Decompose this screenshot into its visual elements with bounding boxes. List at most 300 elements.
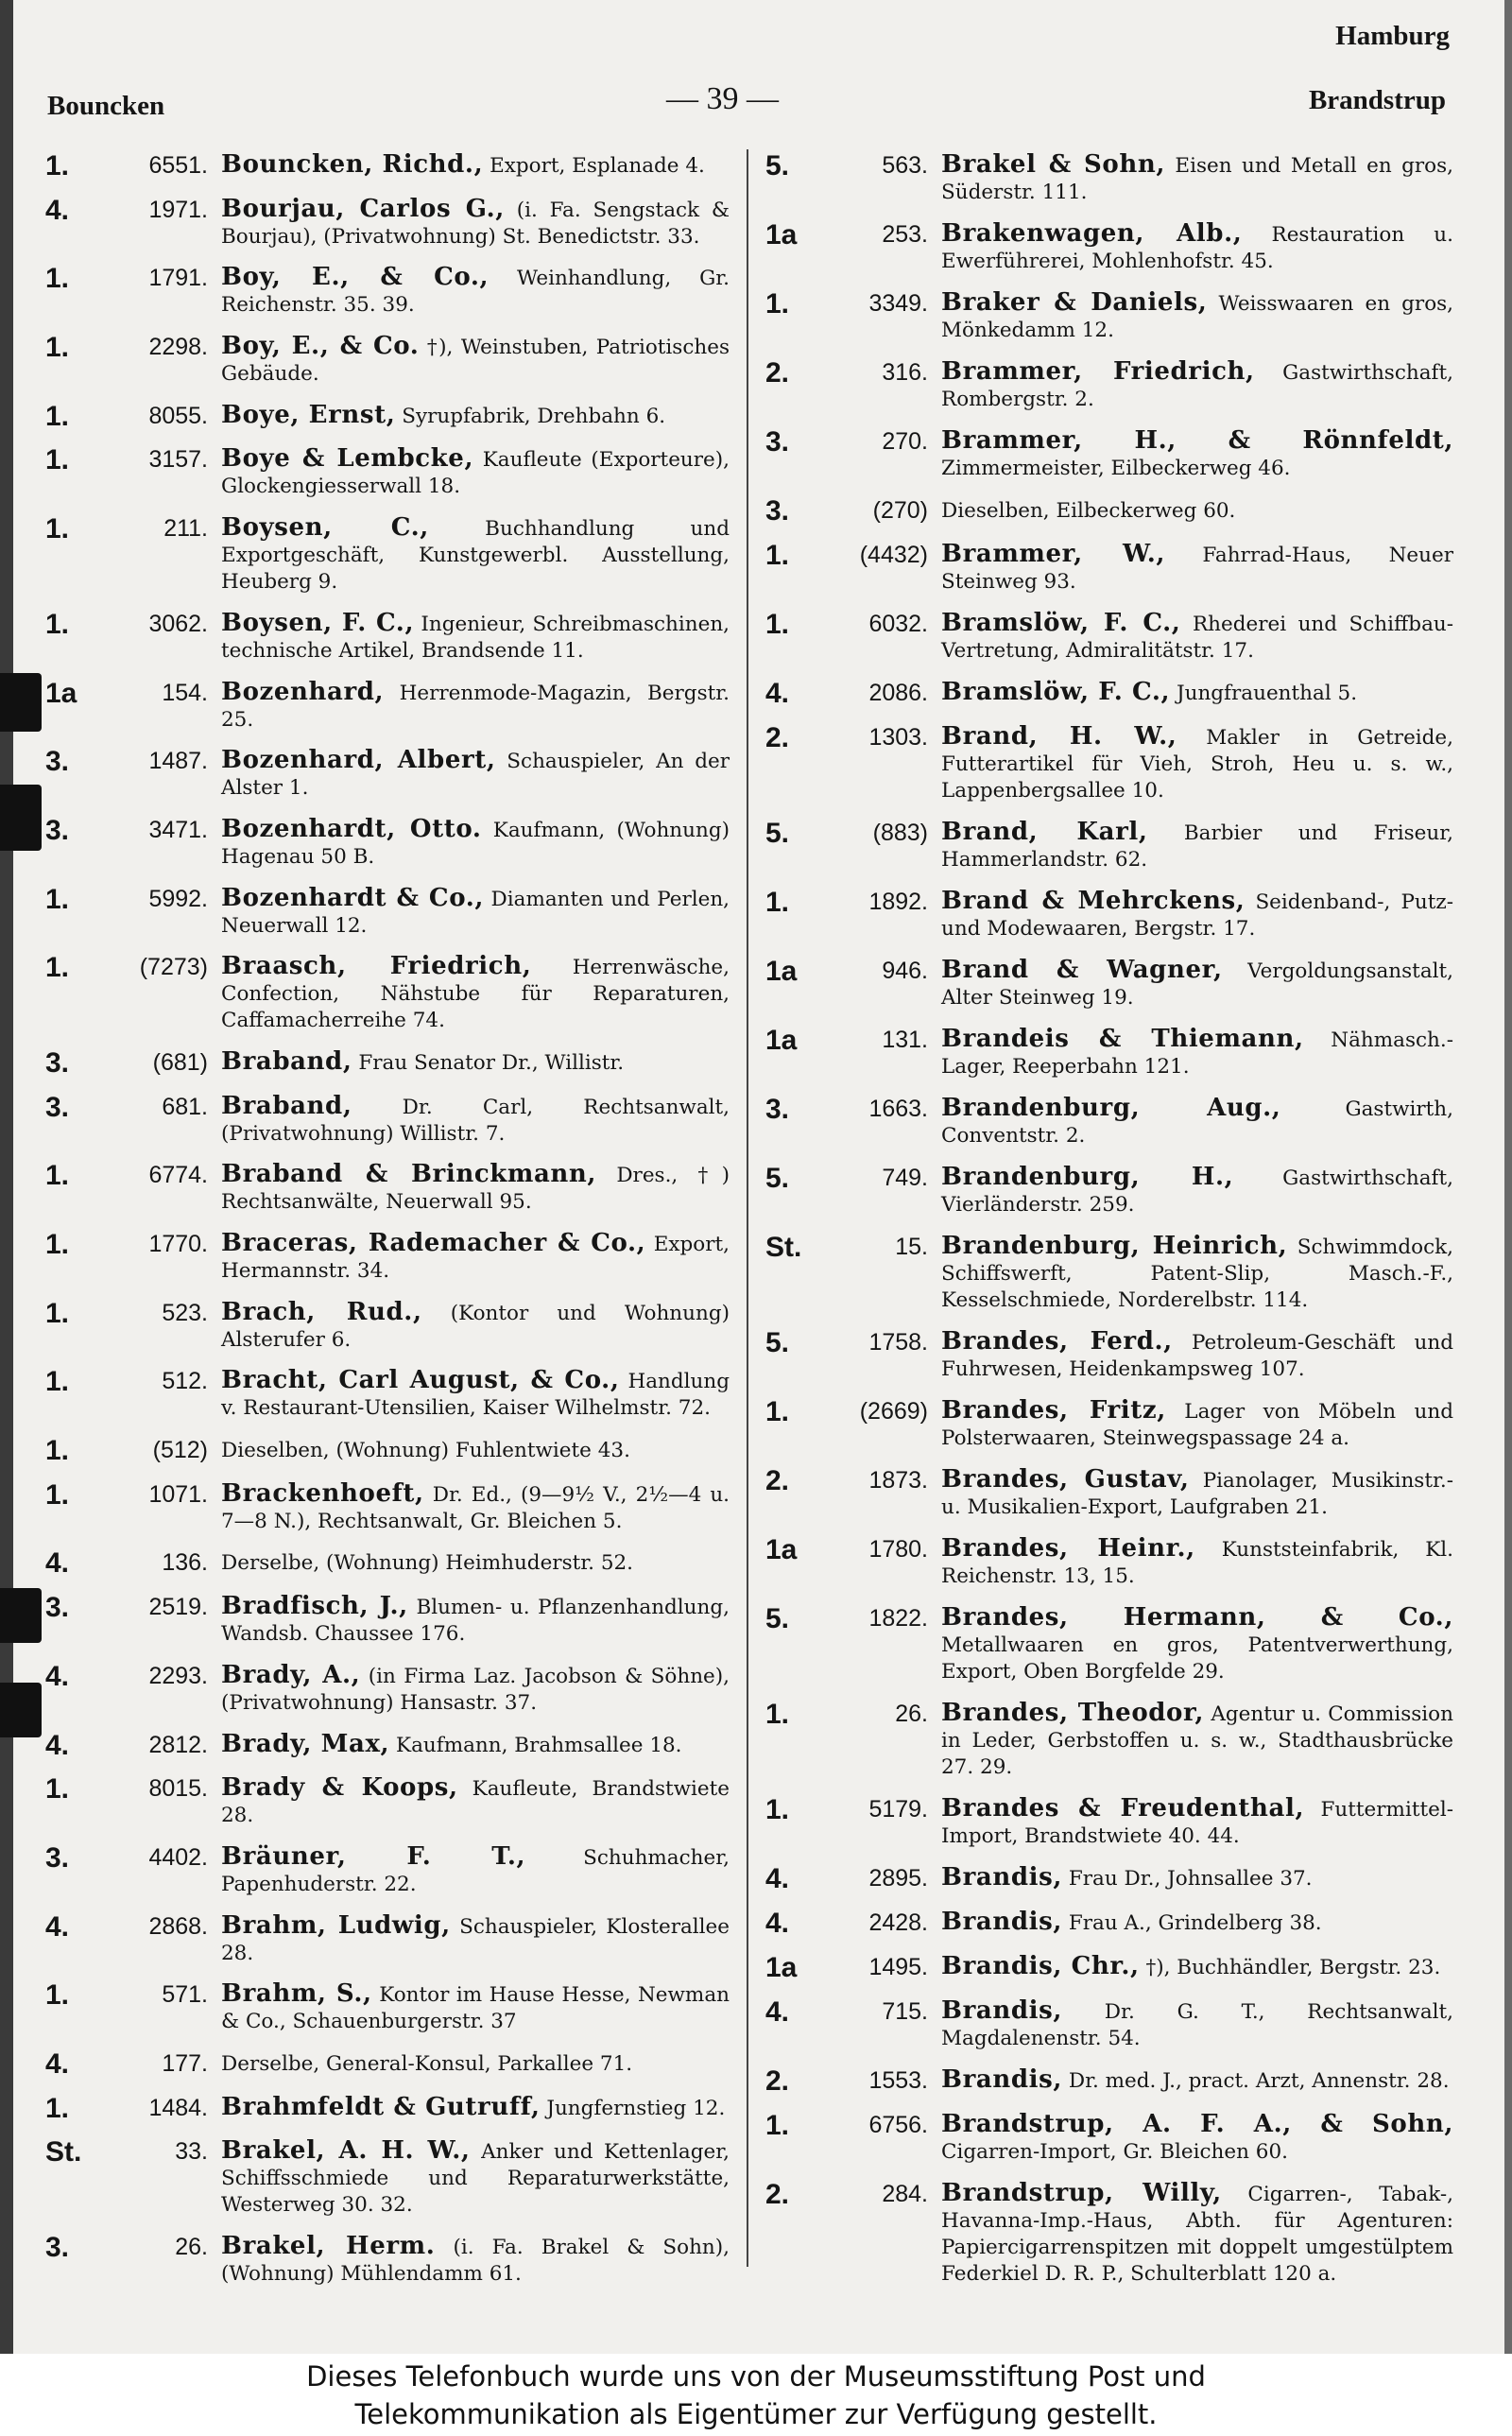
directory-entry bbox=[765, 289, 1453, 344]
phone-number: 2868. bbox=[148, 1912, 208, 1940]
entry-details: Gastwirth, Conventstr. 2. bbox=[941, 1097, 1453, 1148]
phone-number: 1873. bbox=[868, 1467, 928, 1494]
binding-edge bbox=[0, 0, 13, 2354]
entry-details: Kaufleute, Brandstwiete 28. bbox=[221, 1777, 730, 1828]
phone-number: 1487. bbox=[148, 748, 208, 775]
subscriber-name: Brandes, Heinr., bbox=[941, 1534, 1195, 1563]
directory-entry bbox=[765, 496, 1453, 527]
exchange-code: 1a bbox=[765, 1025, 798, 1056]
subscriber-name: Brandes, Theodor, bbox=[941, 1699, 1205, 1727]
entry-details: Jungfernstieg 12. bbox=[546, 2096, 726, 2120]
subscriber-name: Bräuner, F. T., bbox=[221, 1841, 526, 1871]
header-left-keyword: Bouncken bbox=[47, 91, 165, 121]
phone-number: (2669) bbox=[859, 1398, 928, 1425]
directory-entry bbox=[765, 2111, 1453, 2166]
exchange-code: 1. bbox=[45, 1979, 70, 2012]
exchange-code: 4. bbox=[45, 1660, 70, 1692]
directory-entry bbox=[45, 1731, 730, 1761]
phone-number: 1495. bbox=[868, 1954, 928, 1980]
exchange-code: 3. bbox=[765, 495, 790, 527]
entry-details: Barbier und Friseur, Hammerlandstr. 62. bbox=[941, 821, 1453, 872]
subscriber-name: Brahm, Ludwig, bbox=[221, 1910, 451, 1940]
entry-details: Herrenmode-Magazin, Bergstr. 25. bbox=[221, 681, 730, 732]
entry-details: Zimmermeister, Eilbeckerweg 46. bbox=[941, 457, 1291, 480]
directory-entry bbox=[45, 333, 730, 388]
phone-number: 8015. bbox=[148, 1775, 208, 1803]
exchange-code: 1. bbox=[45, 400, 70, 432]
exchange-code: 1. bbox=[765, 288, 790, 320]
exchange-code: 3. bbox=[765, 426, 790, 458]
subscriber-name: Brandes, Fritz, bbox=[941, 1396, 1166, 1425]
entry-details: Buchhandlung und Exportgeschäft, Kunstgewerbl. Ausstellung, Heuberg 9. bbox=[221, 517, 730, 595]
exchange-code: 1a bbox=[765, 1534, 798, 1565]
directory-entry bbox=[45, 1480, 730, 1535]
subscriber-name: Bradfisch, J., bbox=[221, 1592, 408, 1621]
exchange-code: 1. bbox=[45, 2092, 70, 2124]
subscriber-name: Brand, H. W., bbox=[941, 722, 1177, 751]
phone-number: 6756. bbox=[868, 2112, 928, 2138]
exchange-code: 1. bbox=[765, 2110, 790, 2141]
exchange-code: 3. bbox=[45, 1592, 70, 1624]
entry-details: Kunststeinfabrik, Kl. Reichenstr. 13, 15. bbox=[941, 1538, 1453, 1588]
subscriber-name: Brandstrup, A. F. A., & Sohn, bbox=[941, 2110, 1453, 2138]
entry-details: Dieselben, Eilbeckerweg 60. bbox=[941, 499, 1236, 523]
exchange-code: 1. bbox=[45, 444, 70, 476]
phone-number: 2895. bbox=[868, 1865, 928, 1892]
entry-details: Ingenieur, Schreibmaschinen, technische Artikel, Brandsende 11. bbox=[221, 612, 730, 663]
exchange-code: 1. bbox=[45, 150, 70, 181]
directory-entry bbox=[765, 723, 1453, 804]
exchange-code: 3. bbox=[45, 2232, 70, 2263]
subscriber-name: Brandes, Hermann, & Co., bbox=[941, 1603, 1453, 1632]
entry-details: Schuhmacher, Papenhuderstr. 22. bbox=[221, 1845, 730, 1896]
entry-details: Weisswaaren en gros, Mönkedamm 12. bbox=[941, 292, 1454, 342]
entry-details: Seidenband-, Putz- und Modewaaren, Bergstr. 17. bbox=[941, 890, 1453, 941]
entry-details: Gastwirthschaft, Rombergstr. 2. bbox=[941, 361, 1453, 411]
subscriber-name: Brandis, bbox=[941, 2065, 1062, 2094]
exchange-code: 3. bbox=[45, 1091, 70, 1123]
subscriber-name: Brammer, Friedrich, bbox=[941, 357, 1255, 386]
exchange-code: 1. bbox=[45, 332, 70, 364]
phone-number: 1780. bbox=[868, 1536, 928, 1563]
phone-number: 270. bbox=[882, 428, 928, 455]
left-column bbox=[45, 151, 730, 2288]
exchange-code: 1. bbox=[45, 1160, 70, 1192]
phone-number: 6774. bbox=[148, 1162, 208, 1189]
exchange-code: 4. bbox=[45, 2047, 70, 2080]
exchange-code: 1. bbox=[45, 513, 70, 545]
directory-entry bbox=[45, 1299, 730, 1354]
entry-details: Derselbe, (Wohnung) Heimhuderstr. 52. bbox=[221, 1551, 634, 1576]
phone-number: 749. bbox=[882, 1165, 928, 1191]
phone-number: 2812. bbox=[148, 1731, 208, 1758]
directory-entry bbox=[45, 610, 730, 665]
exchange-code: 2. bbox=[765, 2065, 790, 2097]
entry-details: Frau Dr., Johnsallee 37. bbox=[1068, 1867, 1313, 1891]
phone-number: 2298. bbox=[148, 334, 208, 361]
exchange-code: 1a bbox=[765, 956, 798, 987]
subscriber-name: Braband, bbox=[221, 1046, 352, 1076]
directory-entry bbox=[45, 1912, 730, 1967]
exchange-code: 4. bbox=[45, 1910, 70, 1943]
subscriber-name: Brand, Karl, bbox=[941, 818, 1148, 846]
phone-number: 26. bbox=[895, 1701, 928, 1727]
phone-number: 1822. bbox=[868, 1605, 928, 1632]
exchange-code: 1. bbox=[45, 1297, 70, 1329]
entry-details: Dr. med. J., pract. Arzt, Annenstr. 28. bbox=[1068, 2069, 1450, 2093]
phone-number: 2086. bbox=[868, 680, 928, 706]
thumb-index-tab bbox=[0, 1683, 42, 1737]
exchange-code: 1a bbox=[45, 677, 77, 709]
directory-entry bbox=[765, 1466, 1453, 1521]
subscriber-name: Brahm, S., bbox=[221, 1979, 372, 2009]
exchange-code: 1. bbox=[765, 887, 790, 918]
phone-number: (270) bbox=[872, 497, 928, 524]
exchange-code: 4. bbox=[765, 678, 790, 709]
directory-entry bbox=[765, 151, 1453, 206]
exchange-code: 1. bbox=[765, 609, 790, 640]
directory-entry bbox=[45, 514, 730, 596]
directory-entry bbox=[45, 1843, 730, 1898]
entry-details: Schauspieler, Klosterallee 28. bbox=[221, 1914, 730, 1965]
directory-entry bbox=[45, 1048, 730, 1079]
directory-entry bbox=[45, 151, 730, 181]
exchange-code: 1. bbox=[45, 883, 70, 915]
entry-details: Makler in Getreide, Futterartikel für Vieh, Stroh, Heu u. s. w., Lappenbergsallee 10. bbox=[941, 726, 1453, 803]
exchange-code: 1. bbox=[45, 1366, 70, 1398]
phone-number: 1770. bbox=[148, 1231, 208, 1257]
phone-number: 4402. bbox=[148, 1843, 208, 1871]
subscriber-name: Brandenburg, Aug., bbox=[941, 1094, 1281, 1122]
directory-entry bbox=[45, 1548, 730, 1579]
directory-entry bbox=[765, 541, 1453, 596]
exchange-code: 1. bbox=[765, 1396, 790, 1427]
subscriber-name: Bozenhardt, Otto. bbox=[221, 814, 482, 843]
entry-details: Blumen- u. Pflanzenhandlung, Wandsb. Chaussee 176. bbox=[221, 1596, 730, 1647]
exchange-code: 3. bbox=[765, 1094, 790, 1125]
exchange-code: 1. bbox=[45, 952, 70, 984]
phone-number: (883) bbox=[872, 820, 928, 846]
phone-number: 136. bbox=[162, 1549, 208, 1577]
subscriber-name: Bozenhard, Albert, bbox=[221, 746, 496, 775]
phone-number: (4432) bbox=[859, 542, 928, 568]
subscriber-name: Brandeis & Thiemann, bbox=[941, 1025, 1304, 1053]
directory-entry bbox=[45, 2094, 730, 2124]
phone-number: 15. bbox=[895, 1234, 928, 1260]
phone-number: 211. bbox=[163, 515, 208, 543]
phone-number: (7273) bbox=[139, 954, 208, 981]
directory-entry bbox=[765, 1535, 1453, 1590]
subscriber-name: Braceras, Rademacher & Co., bbox=[221, 1229, 646, 1257]
entry-details: Restauration u. Ewerführerei, Mohlenhofstr. 45. bbox=[941, 223, 1453, 273]
directory-entry bbox=[45, 445, 730, 500]
subscriber-name: Bouncken, Richd., bbox=[221, 150, 484, 179]
subscriber-name: Bozenhardt & Co., bbox=[221, 883, 484, 912]
directory-entry bbox=[765, 1909, 1453, 1939]
phone-number: 3157. bbox=[148, 446, 208, 474]
directory-entry bbox=[765, 1997, 1453, 2052]
directory-entry bbox=[45, 402, 730, 432]
directory-entry bbox=[45, 264, 730, 319]
phone-number: 1791. bbox=[148, 265, 208, 292]
phone-number: 3062. bbox=[148, 610, 208, 637]
subscriber-name: Boye, Ernst, bbox=[221, 400, 396, 429]
subscriber-name: Boye & Lembcke, bbox=[221, 444, 474, 474]
directory-entry bbox=[765, 1026, 1453, 1080]
subscriber-name: Brakel, A. H. W., bbox=[221, 2136, 471, 2166]
entry-details: Dr. Ed., (9—9½ V., 2½—4 u. 7—8 N.), Rechtsanwalt, Gr. Bleichen 5. bbox=[221, 1482, 730, 1533]
right-column bbox=[765, 151, 1453, 2288]
subscriber-name: Brammer, W., bbox=[941, 540, 1166, 568]
directory-entry bbox=[765, 1164, 1453, 1218]
directory-entry bbox=[765, 1864, 1453, 1894]
entry-details: Nähmasch.-Lager, Reeperbahn 121. bbox=[941, 1028, 1453, 1079]
subscriber-name: Brandis, Chr., bbox=[941, 1952, 1140, 1980]
phone-number: 1303. bbox=[868, 724, 928, 751]
entry-details: Schwimmdock, Schiffswerft, Patent-Slip, Masch.-F., Kesselschmiede, Norderelbstr. 114. bbox=[941, 1235, 1453, 1312]
exchange-code: 4. bbox=[45, 194, 70, 226]
phone-number: 3349. bbox=[868, 290, 928, 317]
directory-entry bbox=[765, 2180, 1453, 2288]
subscriber-name: Bramslöw, F. C., bbox=[941, 678, 1171, 706]
directory-entry bbox=[765, 957, 1453, 1011]
subscriber-name: Brakel, Herm. bbox=[221, 2232, 436, 2260]
exchange-code: 3. bbox=[45, 814, 70, 846]
entry-details: Vergoldungsanstalt, Alter Steinweg 19. bbox=[941, 959, 1453, 1010]
phone-number: 316. bbox=[882, 359, 928, 386]
exchange-code: 3. bbox=[45, 1841, 70, 1874]
entry-details: Metallwaaren en gros, Patentverwerthung, Export, Oben Borgfelde 29. bbox=[941, 1633, 1453, 1684]
exchange-code: 1. bbox=[45, 1773, 70, 1805]
phone-number: 1758. bbox=[868, 1329, 928, 1356]
entry-details: (Kontor und Wohnung) Alsterufer 6. bbox=[221, 1301, 730, 1352]
subscriber-name: Bramslöw, F. C., bbox=[941, 609, 1181, 637]
subscriber-name: Brandis, bbox=[941, 1863, 1062, 1892]
entry-details: Diamanten und Perlen, Neuerwall 12. bbox=[221, 887, 730, 938]
phone-number: (681) bbox=[152, 1048, 208, 1076]
phone-number: 177. bbox=[162, 2049, 208, 2077]
phone-number: 131. bbox=[882, 1027, 928, 1053]
exchange-code: 3. bbox=[45, 746, 70, 778]
directory-entry bbox=[765, 888, 1453, 942]
directory-entry bbox=[45, 1662, 730, 1717]
phone-number: 946. bbox=[882, 958, 928, 984]
subscriber-name: Brady, Max, bbox=[221, 1729, 390, 1758]
entry-details: Dieselben, (Wohnung) Fuhlentwiete 43. bbox=[221, 1439, 630, 1463]
header-city: Hamburg bbox=[1335, 21, 1450, 51]
phone-number: 253. bbox=[882, 221, 928, 248]
subscriber-name: Bozenhard, bbox=[221, 677, 385, 706]
phone-number: 681. bbox=[162, 1093, 208, 1120]
phone-number: 6551. bbox=[148, 152, 208, 179]
entry-details: †), Buchhändler, Bergstr. 23. bbox=[1145, 1956, 1441, 1979]
thumb-index-tab bbox=[0, 1588, 42, 1643]
exchange-code: 1. bbox=[45, 1478, 70, 1511]
directory-entry bbox=[45, 2233, 730, 2288]
exchange-code: 1. bbox=[765, 1794, 790, 1825]
subscriber-name: Braband, bbox=[221, 1091, 352, 1120]
subscriber-name: Brandstrup, Willy, bbox=[941, 2179, 1222, 2207]
directory-entry bbox=[45, 747, 730, 802]
phone-number: 33. bbox=[175, 2138, 208, 2166]
subscriber-name: Bracht, Carl August, & Co., bbox=[221, 1366, 620, 1395]
subscriber-name: Brandenburg, H., bbox=[941, 1163, 1234, 1191]
phone-number: (512) bbox=[152, 1437, 208, 1464]
entry-details: Pianolager, Musikinstr.- u. Musikalien-Export, Laufgraben 21. bbox=[941, 1469, 1453, 1519]
directory-entry bbox=[765, 220, 1453, 275]
subscriber-name: Brandis, bbox=[941, 1908, 1062, 1936]
exchange-code: 1. bbox=[765, 1699, 790, 1730]
exchange-code: 4. bbox=[45, 1729, 70, 1761]
entry-details: Gastwirthschaft, Vierländerstr. 259. bbox=[941, 1166, 1453, 1217]
header-right-keyword: Brandstrup bbox=[1308, 85, 1446, 115]
directory-entry bbox=[765, 1233, 1453, 1314]
entry-details: Frau Senator Dr., Willistr. bbox=[358, 1050, 625, 1075]
exchange-code: 2. bbox=[765, 722, 790, 753]
directory-entry bbox=[765, 1953, 1453, 1983]
exchange-code: 1. bbox=[45, 263, 70, 295]
exchange-code: 1. bbox=[45, 608, 70, 640]
phone-number: 2428. bbox=[868, 1909, 928, 1936]
entry-details: Dr. Carl, Rechtsanwalt, (Privatwohnung) Willistr. 7. bbox=[221, 1095, 730, 1146]
directory-entry bbox=[45, 1436, 730, 1466]
entry-details: Rhederei und Schiffbau-Vertretung, Admiralitätstr. 17. bbox=[941, 613, 1453, 663]
phone-number: 715. bbox=[882, 1998, 928, 2025]
exchange-code: St. bbox=[45, 2136, 82, 2168]
subscriber-name: Braasch, Friedrich, bbox=[221, 952, 532, 981]
phone-number: 26. bbox=[175, 2234, 208, 2260]
phone-number: 1553. bbox=[868, 2067, 928, 2094]
directory-entry bbox=[45, 1774, 730, 1829]
entry-details: Kaufmann, (Wohnung) Hagenau 50 B. bbox=[221, 818, 730, 869]
exchange-code: 1. bbox=[765, 540, 790, 571]
phone-number: 8055. bbox=[148, 402, 208, 429]
subscriber-name: Boy, E., & Co. bbox=[221, 332, 420, 361]
exchange-code: 5. bbox=[765, 818, 790, 849]
directory-entry bbox=[45, 1593, 730, 1648]
entry-details: (i. Fa. Brakel & Sohn), (Wohnung) Mühlendamm 61. bbox=[221, 2236, 730, 2286]
directory-entry bbox=[765, 679, 1453, 709]
exchange-code: 1a bbox=[765, 1952, 798, 1983]
directory-entry bbox=[45, 1161, 730, 1216]
subscriber-name: Brackenhoeft, bbox=[221, 1478, 424, 1508]
directory-entry bbox=[765, 819, 1453, 873]
subscriber-name: Brandenburg, Heinrich, bbox=[941, 1232, 1288, 1260]
exchange-code: 5. bbox=[765, 1163, 790, 1194]
entry-details: Fahrrad-Haus, Neuer Steinweg 93. bbox=[941, 544, 1454, 594]
exchange-code: 5. bbox=[765, 1327, 790, 1358]
entry-details: Cigarren-Import, Gr. Bleichen 60. bbox=[941, 2140, 1288, 2164]
directory-entry bbox=[765, 1604, 1453, 1685]
subscriber-name: Brady, A., bbox=[221, 1660, 361, 1689]
subscriber-name: Brammer, H., & Rönnfeldt, bbox=[941, 426, 1453, 455]
subscriber-name: Boysen, C., bbox=[221, 513, 429, 543]
footer-line-1: Dieses Telefonbuch wurde uns von der Museumsstiftung Post und bbox=[306, 2360, 1206, 2393]
exchange-code: 2. bbox=[765, 357, 790, 389]
exchange-code: 1. bbox=[45, 1229, 70, 1260]
entry-details: Frau A., Grindelberg 38. bbox=[1068, 1911, 1322, 1935]
page-number: — 39 — bbox=[666, 81, 779, 116]
directory-entry bbox=[45, 2137, 730, 2219]
subscriber-name: Brandes, Gustav, bbox=[941, 1465, 1190, 1494]
entry-details: Eisen und Metall en gros, Süderstr. 111. bbox=[941, 154, 1453, 204]
exchange-code: St. bbox=[765, 1232, 802, 1263]
phone-number: 571. bbox=[162, 1981, 208, 2009]
entry-details: (i. Fa. Sengstack & Bourjau), (Privatwohnung) St. Benedictstr. 33. bbox=[221, 198, 730, 249]
subscriber-name: Boysen, F. C., bbox=[221, 608, 415, 637]
entry-details: Syrupfabrik, Drehbahn 6. bbox=[402, 404, 666, 428]
subscriber-name: Brady & Koops, bbox=[221, 1773, 458, 1803]
directory-entry bbox=[45, 1230, 730, 1285]
directory-entry bbox=[45, 679, 730, 734]
subscriber-name: Bourjau, Carlos G., bbox=[221, 194, 505, 223]
footer-line-2: Telekommunikation als Eigentümer zur Verfügung gestellt. bbox=[354, 2398, 1158, 2430]
subscriber-name: Braker & Daniels, bbox=[941, 288, 1208, 317]
directory-entry bbox=[45, 1980, 730, 2035]
subscriber-name: Brakenwagen, Alb., bbox=[941, 219, 1243, 248]
subscriber-name: Boy, E., & Co., bbox=[221, 263, 490, 292]
subscriber-name: Brand & Mehrckens, bbox=[941, 887, 1246, 915]
directory-entry bbox=[45, 2049, 730, 2080]
phone-number: 1663. bbox=[868, 1096, 928, 1122]
entry-details: Dr. G. T., Rechtsanwalt, Magdalenenstr. 54. bbox=[941, 2000, 1453, 2050]
phone-number: 5179. bbox=[868, 1796, 928, 1823]
entry-details: (in Firma Laz. Jacobson & Söhne), (Privatwohnung) Hansastr. 37. bbox=[221, 1664, 730, 1715]
directory-entry bbox=[765, 1397, 1453, 1452]
page-edge bbox=[1504, 0, 1512, 2354]
entry-details: Cigarren-, Tabak-, Havanna-Imp.-Haus, Abth. für Agenturen: Papiercigarrenspitzen mit doppelt umgestülptem Federkiel D. R. P., Schulterblatt 120 a. bbox=[941, 2183, 1453, 2286]
exchange-code: 5. bbox=[765, 1603, 790, 1634]
exchange-code: 4. bbox=[765, 1908, 790, 1939]
entry-details: Derselbe, General-Konsul, Parkallee 71. bbox=[221, 2051, 633, 2076]
phone-number: 523. bbox=[162, 1299, 208, 1326]
phone-number: 512. bbox=[162, 1368, 208, 1395]
entry-details: Kaufmann, Brahmsallee 18. bbox=[396, 1733, 682, 1757]
entry-details: Jungfrauenthal 5. bbox=[1176, 682, 1358, 705]
directory-entry bbox=[45, 816, 730, 871]
subscriber-name: Brakel & Sohn, bbox=[941, 150, 1166, 179]
phone-number: 563. bbox=[882, 152, 928, 179]
directory-entry bbox=[45, 1093, 730, 1148]
entry-details: Anker und Kettenlager, Schiffsschmiede und Reparaturwerkstätte, Westerweg 30. 32. bbox=[221, 2140, 730, 2218]
phone-number: 2519. bbox=[148, 1594, 208, 1621]
entry-details: Handlung v. Restaurant-Utensilien, Kaiser Wilhelmstr. 72. bbox=[221, 1370, 730, 1421]
directory-entry bbox=[45, 885, 730, 940]
phone-number: 1071. bbox=[148, 1480, 208, 1508]
phone-number: 6032. bbox=[868, 611, 928, 637]
exchange-code: 3. bbox=[45, 1046, 70, 1079]
entry-details: Futtermittel-Import, Brandstwiete 40. 44. bbox=[941, 1798, 1453, 1848]
directory-entry bbox=[765, 1795, 1453, 1850]
phone-number: 1892. bbox=[868, 889, 928, 915]
entry-details: Export, Esplanade 4. bbox=[490, 154, 705, 178]
entry-details: Petroleum-Geschäft und Fuhrwesen, Heidenkampsweg 107. bbox=[941, 1331, 1453, 1381]
exchange-code: 4. bbox=[765, 1996, 790, 2028]
column-divider bbox=[747, 149, 748, 2267]
phone-number: 1971. bbox=[148, 196, 208, 223]
phone-number: 1484. bbox=[148, 2094, 208, 2121]
entry-details: Weinhandlung, Gr. Reichenstr. 35. 39. bbox=[221, 267, 730, 318]
directory-entry bbox=[765, 1700, 1453, 1781]
directory-entry bbox=[45, 196, 730, 251]
directory-entry bbox=[765, 2066, 1453, 2097]
phone-number: 2293. bbox=[148, 1662, 208, 1689]
entry-details: Herrenwäsche, Confection, Nähstube für Reparaturen, Caffamacherreihe 74. bbox=[221, 956, 730, 1033]
entry-details: Dres., †) Rechtsanwälte, Neuerwall 95. bbox=[221, 1164, 730, 1215]
phone-number: 284. bbox=[882, 2181, 928, 2207]
entry-details: Kaufleute (Exporteure), Glockengiesserwall 18. bbox=[221, 448, 730, 499]
directory-entry bbox=[765, 610, 1453, 665]
